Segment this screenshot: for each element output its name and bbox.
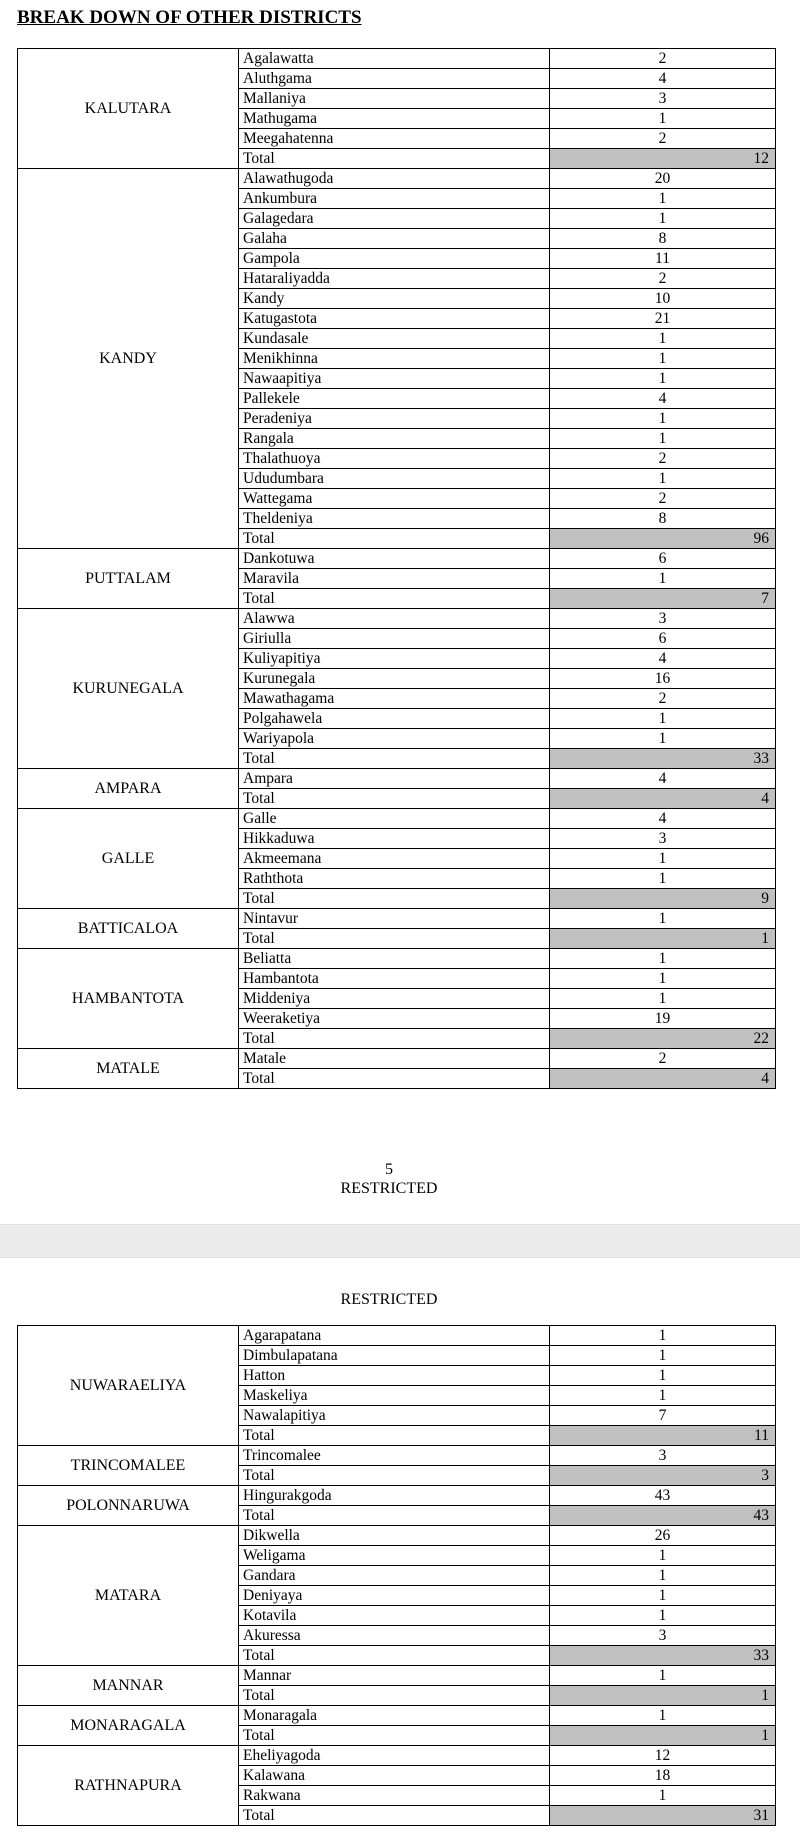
page-heading: BREAK DOWN OF OTHER DISTRICTS xyxy=(17,7,362,28)
location-count: 1 xyxy=(550,209,776,229)
location-count: 1 xyxy=(550,849,776,869)
total-value: 33 xyxy=(550,749,776,769)
location-name: Galle xyxy=(239,809,550,829)
table-row xyxy=(18,609,776,629)
location-count: 6 xyxy=(550,549,776,569)
location-name: Alawathugoda xyxy=(239,169,550,189)
location-count: 20 xyxy=(550,169,776,189)
location-count: 4 xyxy=(550,389,776,409)
total-label: Total xyxy=(239,789,550,809)
location-name: Gampola xyxy=(239,249,550,269)
location-count: 3 xyxy=(550,1626,776,1646)
location-name: Agalawatta xyxy=(239,49,550,69)
footer-classification: RESTRICTED xyxy=(340,1180,438,1197)
district-name: MATALE xyxy=(18,1049,239,1089)
location-count: 2 xyxy=(550,489,776,509)
location-count: 1 xyxy=(550,969,776,989)
location-count: 1 xyxy=(550,429,776,449)
total-label: Total xyxy=(239,1686,550,1706)
district-name: TRINCOMALEE xyxy=(18,1446,239,1486)
location-count: 1 xyxy=(550,409,776,429)
location-name: Hambantota xyxy=(239,969,550,989)
location-count: 4 xyxy=(550,769,776,789)
location-count: 10 xyxy=(550,289,776,309)
district-name: KALUTARA xyxy=(18,49,239,169)
total-label: Total xyxy=(239,1426,550,1446)
location-count: 1 xyxy=(550,469,776,489)
location-name: Pallekele xyxy=(239,389,550,409)
district-name: HAMBANTOTA xyxy=(18,949,239,1049)
district-name: MANNAR xyxy=(18,1666,239,1706)
location-count: 43 xyxy=(550,1486,776,1506)
table-row xyxy=(18,769,776,789)
location-count: 2 xyxy=(550,689,776,709)
location-name: Hatton xyxy=(239,1366,550,1386)
total-label: Total xyxy=(239,1726,550,1746)
location-count: 18 xyxy=(550,1766,776,1786)
location-name: Maravila xyxy=(239,569,550,589)
location-name: Maskeliya xyxy=(239,1386,550,1406)
location-count: 1 xyxy=(550,1386,776,1406)
location-name: Weeraketiya xyxy=(239,1009,550,1029)
location-count: 7 xyxy=(550,1406,776,1426)
header-classification: RESTRICTED xyxy=(340,1291,438,1308)
table-row xyxy=(18,1526,776,1546)
location-count: 1 xyxy=(550,1366,776,1386)
table-row xyxy=(18,169,776,189)
location-name: Kalawana xyxy=(239,1766,550,1786)
district-name: MONARAGALA xyxy=(18,1706,239,1746)
location-count: 1 xyxy=(550,1586,776,1606)
district-name: BATTICALOA xyxy=(18,909,239,949)
location-count: 1 xyxy=(550,1666,776,1686)
location-count: 1 xyxy=(550,1546,776,1566)
total-value: 1 xyxy=(550,1726,776,1746)
location-count: 16 xyxy=(550,669,776,689)
location-count: 4 xyxy=(550,69,776,89)
location-name: Eheliyagoda xyxy=(239,1746,550,1766)
total-label: Total xyxy=(239,149,550,169)
total-label: Total xyxy=(239,1646,550,1666)
total-label: Total xyxy=(239,929,550,949)
total-value: 33 xyxy=(550,1646,776,1666)
location-count: 3 xyxy=(550,1446,776,1466)
total-label: Total xyxy=(239,1029,550,1049)
location-count: 2 xyxy=(550,449,776,469)
total-label: Total xyxy=(239,1506,550,1526)
location-name: Hataraliyadda xyxy=(239,269,550,289)
location-count: 8 xyxy=(550,509,776,529)
total-value: 4 xyxy=(550,789,776,809)
location-name: Ampara xyxy=(239,769,550,789)
table-row xyxy=(18,49,776,69)
location-count: 1 xyxy=(550,329,776,349)
location-count: 1 xyxy=(550,369,776,389)
total-value: 22 xyxy=(550,1029,776,1049)
location-count: 1 xyxy=(550,989,776,1009)
location-name: Kurunegala xyxy=(239,669,550,689)
total-label: Total xyxy=(239,889,550,909)
location-name: Nintavur xyxy=(239,909,550,929)
location-name: Nawalapitiya xyxy=(239,1406,550,1426)
total-value: 7 xyxy=(550,589,776,609)
location-name: Monaragala xyxy=(239,1706,550,1726)
location-count: 1 xyxy=(550,949,776,969)
location-count: 3 xyxy=(550,89,776,109)
location-count: 1 xyxy=(550,1706,776,1726)
location-count: 1 xyxy=(550,1606,776,1626)
location-name: Aluthgama xyxy=(239,69,550,89)
location-count: 3 xyxy=(550,609,776,629)
location-name: Kundasale xyxy=(239,329,550,349)
location-name: Mallaniya xyxy=(239,89,550,109)
table-row xyxy=(18,809,776,829)
location-name: Weligama xyxy=(239,1546,550,1566)
location-count: 12 xyxy=(550,1746,776,1766)
location-name: Dimbulapatana xyxy=(239,1346,550,1366)
total-value: 31 xyxy=(550,1806,776,1826)
location-name: Wattegama xyxy=(239,489,550,509)
total-value: 3 xyxy=(550,1466,776,1486)
location-name: Rakwana xyxy=(239,1786,550,1806)
district-name: RATHNAPURA xyxy=(18,1746,239,1826)
location-count: 1 xyxy=(550,869,776,889)
location-count: 1 xyxy=(550,909,776,929)
location-name: Dikwella xyxy=(239,1526,550,1546)
total-value: 12 xyxy=(550,149,776,169)
table-row xyxy=(18,549,776,569)
district-name: KANDY xyxy=(18,169,239,549)
location-name: Kotavila xyxy=(239,1606,550,1626)
location-name: Rangala xyxy=(239,429,550,449)
total-value: 96 xyxy=(550,529,776,549)
total-value: 1 xyxy=(550,929,776,949)
location-name: Thalathuoya xyxy=(239,449,550,469)
location-count: 1 xyxy=(550,729,776,749)
location-name: Kuliyapitiya xyxy=(239,649,550,669)
total-label: Total xyxy=(239,1806,550,1826)
location-count: 3 xyxy=(550,829,776,849)
total-value: 11 xyxy=(550,1426,776,1446)
location-name: Polgahawela xyxy=(239,709,550,729)
total-value: 4 xyxy=(550,1069,776,1089)
location-name: Meegahatenna xyxy=(239,129,550,149)
table-row xyxy=(18,909,776,929)
location-name: Giriulla xyxy=(239,629,550,649)
location-name: Wariyapola xyxy=(239,729,550,749)
location-name: Matale xyxy=(239,1049,550,1069)
district-name: MATARA xyxy=(18,1526,239,1666)
location-count: 1 xyxy=(550,1566,776,1586)
table-row xyxy=(18,1486,776,1506)
page-number: 5 xyxy=(385,1161,393,1178)
total-value: 1 xyxy=(550,1686,776,1706)
location-count: 4 xyxy=(550,809,776,829)
total-label: Total xyxy=(239,589,550,609)
location-name: Akuressa xyxy=(239,1626,550,1646)
total-label: Total xyxy=(239,529,550,549)
location-count: 19 xyxy=(550,1009,776,1029)
location-count: 1 xyxy=(550,189,776,209)
total-label: Total xyxy=(239,1069,550,1089)
location-count: 1 xyxy=(550,1326,776,1346)
table-row xyxy=(18,1666,776,1686)
location-name: Galagedara xyxy=(239,209,550,229)
table-row xyxy=(18,1446,776,1466)
location-count: 21 xyxy=(550,309,776,329)
location-count: 11 xyxy=(550,249,776,269)
location-count: 2 xyxy=(550,1049,776,1069)
location-name: Ankumbura xyxy=(239,189,550,209)
location-name: Deniyaya xyxy=(239,1586,550,1606)
district-breakdown-table-1 xyxy=(17,48,776,1089)
table-row xyxy=(18,949,776,969)
location-name: Galaha xyxy=(239,229,550,249)
total-label: Total xyxy=(239,749,550,769)
district-name: PUTTALAM xyxy=(18,549,239,609)
location-name: Raththota xyxy=(239,869,550,889)
location-name: Mawathagama xyxy=(239,689,550,709)
table-row xyxy=(18,1706,776,1726)
total-value: 9 xyxy=(550,889,776,909)
location-name: Theldeniya xyxy=(239,509,550,529)
location-name: Nawaapitiya xyxy=(239,369,550,389)
location-count: 1 xyxy=(550,349,776,369)
district-name: KURUNEGALA xyxy=(18,609,239,769)
total-label: Total xyxy=(239,1466,550,1486)
table-row xyxy=(18,1326,776,1346)
location-count: 2 xyxy=(550,49,776,69)
location-name: Kandy xyxy=(239,289,550,309)
location-count: 1 xyxy=(550,1786,776,1806)
district-name: AMPARA xyxy=(18,769,239,809)
location-name: Gandara xyxy=(239,1566,550,1586)
location-name: Middeniya xyxy=(239,989,550,1009)
location-count: 26 xyxy=(550,1526,776,1546)
district-breakdown-table-2 xyxy=(17,1325,776,1826)
location-count: 6 xyxy=(550,629,776,649)
total-value: 43 xyxy=(550,1506,776,1526)
location-name: Alawwa xyxy=(239,609,550,629)
location-count: 8 xyxy=(550,229,776,249)
location-count: 1 xyxy=(550,109,776,129)
table-row xyxy=(18,1049,776,1069)
location-name: Katugastota xyxy=(239,309,550,329)
location-count: 1 xyxy=(550,709,776,729)
location-count: 4 xyxy=(550,649,776,669)
district-name: GALLE xyxy=(18,809,239,909)
location-name: Trincomalee xyxy=(239,1446,550,1466)
table-row xyxy=(18,1746,776,1766)
location-name: Hikkaduwa xyxy=(239,829,550,849)
location-name: Mannar xyxy=(239,1666,550,1686)
location-count: 1 xyxy=(550,569,776,589)
location-count: 2 xyxy=(550,269,776,289)
location-name: Mathugama xyxy=(239,109,550,129)
location-count: 1 xyxy=(550,1346,776,1366)
district-name: NUWARAELIYA xyxy=(18,1326,239,1446)
location-name: Peradeniya xyxy=(239,409,550,429)
location-count: 2 xyxy=(550,129,776,149)
location-name: Hingurakgoda xyxy=(239,1486,550,1506)
location-name: Ududumbara xyxy=(239,469,550,489)
location-name: Beliatta xyxy=(239,949,550,969)
location-name: Akmeemana xyxy=(239,849,550,869)
location-name: Dankotuwa xyxy=(239,549,550,569)
district-name: POLONNARUWA xyxy=(18,1486,239,1526)
location-name: Menikhinna xyxy=(239,349,550,369)
page-break xyxy=(0,1224,800,1258)
location-name: Agarapatana xyxy=(239,1326,550,1346)
